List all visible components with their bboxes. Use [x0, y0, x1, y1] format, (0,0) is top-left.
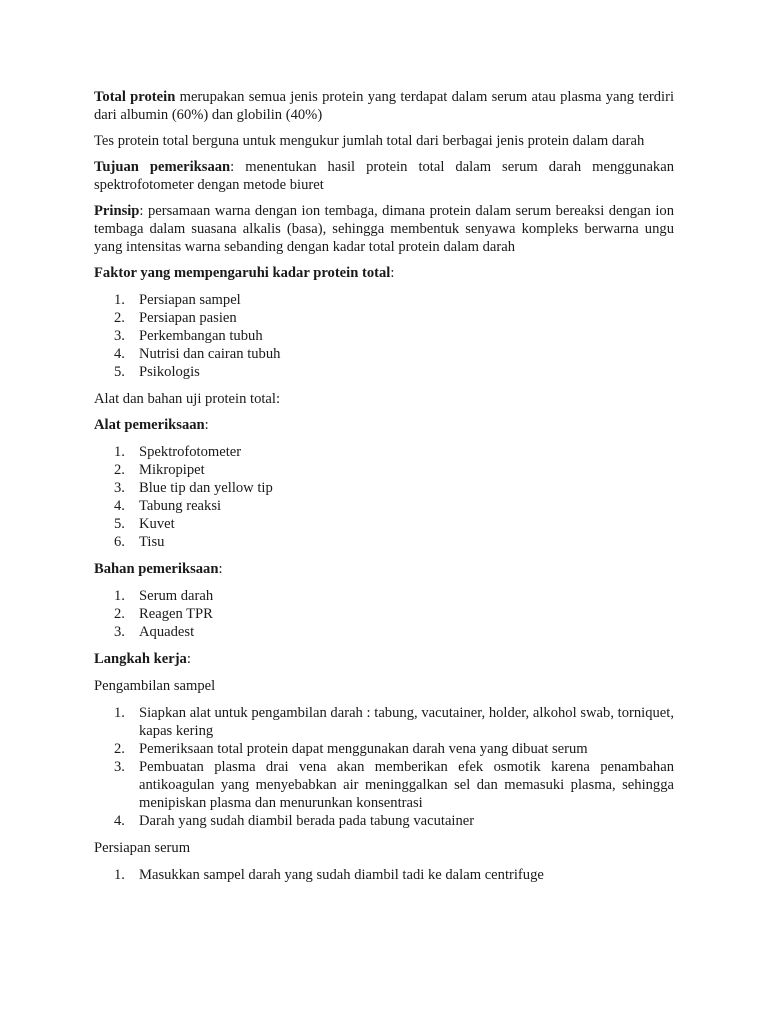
list-item: [94, 291, 674, 309]
list-item-number: 3.: [114, 328, 125, 344]
heading-bahan-text: Bahan pemeriksaan: [94, 561, 219, 577]
heading-colon: :: [186, 651, 191, 667]
paragraph-prinsip: [94, 202, 674, 256]
list-item-text: Nutrisi dan cairan tubuh: [139, 346, 281, 362]
term-total-protein: Total protein: [94, 89, 176, 105]
list-item-number: 1.: [114, 292, 125, 308]
paragraph-text: : persamaan warna dengan ion tembaga, dimana protein dalam serum bereaksi dengan ion tembaga dalam suasana alkalis (basa), sehingga membentuk senyawa kompleks berwarna ungu yang intensitas warna sebanding dengan kadar total protein dalam darah: [94, 203, 674, 255]
heading-langkah: [94, 650, 674, 668]
heading-alat: [94, 416, 674, 434]
list-item-number: 4.: [114, 813, 125, 829]
paragraph-tes-protein: Tes protein total berguna untuk mengukur jumlah total dari berbagai jenis protein dalam darah: [94, 133, 645, 149]
list-bahan: [94, 587, 674, 641]
list-item-text: Mikropipet: [139, 462, 205, 478]
list-item: [94, 704, 674, 740]
list-item: [94, 461, 674, 479]
paragraph-text: : menentukan hasil protein total dalam serum darah menggunakan spektrofotometer dengan metode biuret: [94, 159, 674, 193]
list-item: [94, 605, 674, 623]
list-item-text: Darah yang sudah diambil berada pada tabung vacutainer: [139, 813, 475, 829]
list-alat: [94, 443, 674, 551]
heading-bahan: [94, 560, 674, 578]
heading-colon: :: [204, 417, 209, 433]
list-item: [94, 812, 674, 830]
paragraph-alat-bahan: Alat dan bahan uji protein total:: [94, 391, 281, 407]
list-item-text: Blue tip dan yellow tip: [139, 480, 273, 496]
list-item: [94, 363, 674, 381]
list-item-text: Aquadest: [139, 624, 195, 640]
list-item: [94, 327, 674, 345]
list-item: [94, 497, 674, 515]
list-item-number: 1.: [114, 444, 125, 460]
list-item-text: Pemeriksaan total protein dapat menggunakan darah vena yang dibuat serum: [139, 741, 588, 757]
list-item: [94, 866, 674, 884]
list-item-text: Perkembangan tubuh: [139, 328, 263, 344]
list-item-number: 2.: [114, 310, 125, 326]
list-item-number: 5.: [114, 364, 125, 380]
list-item-text: Masukkan sampel darah yang sudah diambil tadi ke dalam centrifuge: [139, 867, 544, 883]
list-item-number: 2.: [114, 741, 125, 757]
list-item-text: Pembuatan plasma drai vena akan memberikan efek osmotik karena penambahan antikoagulan yang menyebabkan air meninggalkan sel dan memasuki plasma, sehingga menipiskan plasma dan menurunkan konsentrasi: [139, 759, 674, 811]
heading-alat-text: Alat pemeriksaan: [94, 417, 205, 433]
list-item: [94, 740, 674, 758]
list-item: [94, 623, 674, 641]
list-item-number: 6.: [114, 534, 125, 550]
list-item-number: 2.: [114, 606, 125, 622]
list-pengambilan: [94, 704, 674, 830]
list-item-number: 1.: [114, 867, 125, 883]
list-item-text: Tabung reaksi: [139, 498, 222, 514]
list-item-number: 1.: [114, 705, 125, 721]
heading-faktor-text: Faktor yang mempengaruhi kadar protein total: [94, 265, 391, 281]
list-item: [94, 515, 674, 533]
paragraph-text: merupakan semua jenis protein yang terdapat dalam serum atau plasma yang terdiri dari albumin (60%) dan globilin (40%): [94, 89, 675, 123]
heading-faktor: [94, 264, 674, 282]
list-item-number: 3.: [114, 759, 125, 775]
list-item: [94, 533, 674, 551]
list-item: [94, 587, 674, 605]
term-prinsip: Prinsip: [94, 203, 140, 219]
list-item: [94, 758, 674, 812]
list-item: [94, 479, 674, 497]
list-item-number: 3.: [114, 480, 125, 496]
heading-colon: :: [218, 561, 223, 577]
list-persiapan: [94, 866, 674, 884]
list-item-text: Psikologis: [139, 364, 200, 380]
list-item-text: Serum darah: [139, 588, 214, 604]
document-page: [94, 88, 674, 893]
list-item-text: Siapkan alat untuk pengambilan darah : tabung, vacutainer, holder, alkohol swab, torniquet, kapas kering: [139, 705, 674, 739]
paragraph-tujuan: [94, 158, 674, 194]
heading-pengambilan: Pengambilan sampel: [94, 678, 216, 694]
heading-langkah-text: Langkah kerja: [94, 651, 187, 667]
list-item-text: Persiapan sampel: [139, 292, 241, 308]
list-item-number: 4.: [114, 346, 125, 362]
list-item-number: 4.: [114, 498, 125, 514]
list-item-number: 2.: [114, 462, 125, 478]
list-faktor: [94, 291, 674, 381]
list-item-text: Persiapan pasien: [139, 310, 237, 326]
list-item: [94, 345, 674, 363]
paragraph-total-protein: [94, 88, 674, 124]
heading-persiapan: Persiapan serum: [94, 840, 191, 856]
list-item: [94, 443, 674, 461]
list-item-text: Tisu: [139, 534, 165, 550]
list-item-text: Spektrofotometer: [139, 444, 242, 460]
term-tujuan: Tujuan pemeriksaan: [94, 159, 231, 175]
list-item-number: 5.: [114, 516, 125, 532]
list-item-number: 1.: [114, 588, 125, 604]
list-item: [94, 309, 674, 327]
list-item-number: 3.: [114, 624, 125, 640]
list-item-text: Kuvet: [139, 516, 175, 532]
heading-colon: :: [390, 265, 395, 281]
list-item-text: Reagen TPR: [139, 606, 213, 622]
